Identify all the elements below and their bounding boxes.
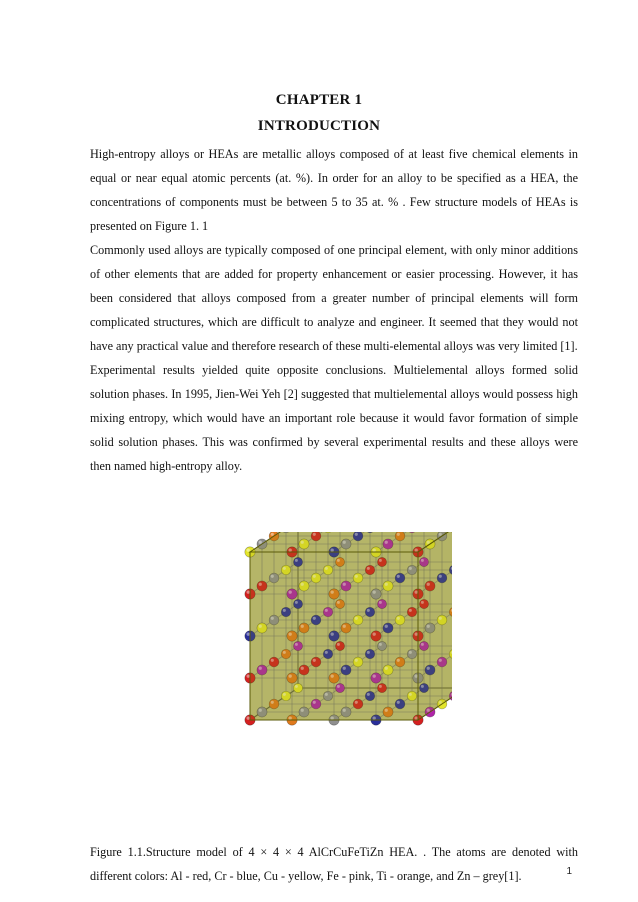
atom-highlight <box>247 549 250 552</box>
chapter-title: INTRODUCTION <box>257 118 381 134</box>
paragraph-1: High-entropy alloys or HEAs are metallic alloys composed of at least five chemical elements in equal or near equal atomic percents (at. %). In order for an alloy to be specified as a HEA, the concentrations of components must be between 5 to 35 at. % . Few structure models of HEAs is presented on Figure 1. 1 <box>90 147 578 233</box>
paragraph-2: Commonly used alloys are typically composed of one principal element, with only minor additions of other elements that are added for property enhancement or easier processing. However, it has been considered that alloys composed from a greater number of principal elements will form complicated structures, which are difficult to analyze and engineer. It seemed that they would not have any practical value and therefore research of these multi-elemental alloys was very limited [1]. <box>90 243 578 353</box>
cell-front-face <box>250 552 418 720</box>
page-number: 1 <box>566 866 572 877</box>
atom-highlight <box>247 633 250 636</box>
atom-highlight <box>247 717 250 720</box>
atom-highlight <box>247 675 250 678</box>
figure-caption: Figure 1.1.Structure model of 4 × 4 × 4 AlCrCuFeTiZn HEA. . The atoms are denoted with different colors: Al - red, Cr - blue, Cu - yellow, Fe - pink, Ti - orange, and Zn – grey[1]. <box>90 845 578 883</box>
cell-right-face <box>418 532 452 720</box>
atom-highlight <box>271 533 274 536</box>
chapter-label: CHAPTER 1 <box>275 92 363 108</box>
figure-caption-block <box>90 840 578 888</box>
unit-cell-front-face <box>250 532 452 720</box>
atom-highlight <box>247 591 250 594</box>
atom-highlight <box>259 541 262 544</box>
body-text <box>90 142 578 478</box>
paragraph-3: Experimental results yielded quite opposite conclusions. Multielemental alloys formed solid solution phases. In 1995, Jien-Wei Yeh [2] suggested that multielemental alloys would possess high mixing entropy, which would have an important role because it would favor formation of simple solid solution phases. This was confirmed by several experimental results and these alloys were then named high-entropy alloy. <box>90 363 578 473</box>
hea-structure-model-figure <box>232 532 452 742</box>
